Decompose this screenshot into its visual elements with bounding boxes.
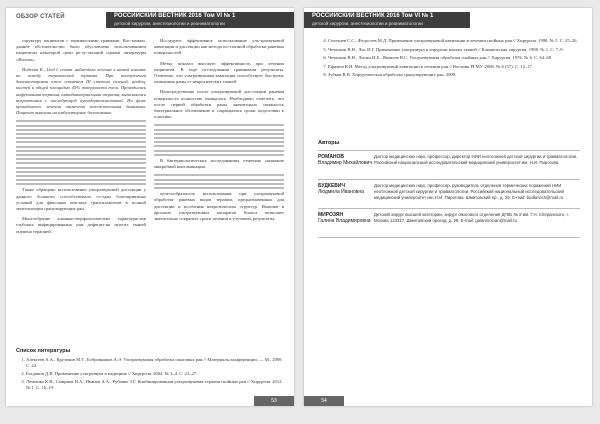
author-surname: БУДКЕВИЧ bbox=[318, 183, 345, 189]
paragraph: целесообразность использования при ультразвуковой обработке раневых видов терапии, предназначенных для диссекции и иссечения некротических структур. Наличие в арсенале ультразвуковых аппаратов Sonoca позволяет значительно сократить сроки лечения и улучшить результаты. bbox=[154, 191, 284, 221]
author-surname: РОМАНОВ bbox=[318, 154, 345, 160]
references-continued bbox=[318, 38, 580, 81]
author-given-name: Людмила Ивановна bbox=[318, 189, 364, 195]
authors-title: Авторы bbox=[318, 140, 340, 146]
references-title: Список литературы bbox=[16, 348, 71, 354]
reference-item: 3. Лемешко К.В., Смирнов Н.А., Иванов А.А., Рубенко Т.Г. Комбинированная ультразвуковая терапия гнойных ран // Хирургия. 2012. № 1. С. 16–19. bbox=[26, 379, 284, 391]
author-description: Детский хирург высшей категории, хирург ожогового отделения ДГКБ № 9 им. Г.Н. Сперанского, г. Москва 123317, Шмитовский проезд, д. 29. E-mail: galamirozian@mail.ru bbox=[374, 212, 569, 223]
article-column-1 bbox=[16, 38, 146, 239]
paragraph: Исследуют эффективное использование уль-тразвуковой кавитации и диссекции как метода по-этапной обработки раневых поверхностей. bbox=[154, 38, 284, 56]
authors-table bbox=[318, 150, 580, 238]
paragraph: Надеева К., Lied I. соавт. наблюдали лечение в нашей клинике по поводу термической травмы. При поступлении диагностирован ожог пламенем III степени голеней, ягодиц, кистей и общей площадью 45% поверхности тела. Проводилась инфузионная терапия, антибактериальная терапия, выполнялась некрэктомия с последующей аутодермопластикой. На фоне проводимого лечения отмечена положительная динамика. Пациент выписан на амбулаторное долечивание. bbox=[16, 66, 146, 116]
author-description: Доктор медицинских наук, профессор, руководитель отделения термических поражений НИИ неотложной детской хирургии и травматологии, Российский национальный исследовательский медицинский университет им. Н.И. Пирогова. Шмитовский пр., д. 29, E-mail: budkevich@mail.ru bbox=[374, 183, 564, 200]
paragraph: Многообразие клинико-морфологических характеристик глубоких инфицированных ран дефицит-на многих тканей оценена терапией. bbox=[16, 216, 146, 234]
author-given-name: Галина Владимировна bbox=[318, 218, 371, 224]
article-columns bbox=[16, 38, 284, 239]
page-header bbox=[304, 8, 592, 32]
author-name bbox=[318, 183, 374, 205]
reference-item: 8. Зубков В.В. Хирургическая обработка гранулирующих ран. 2009. bbox=[328, 72, 580, 78]
reference-item: 1. Алексеев А.А., Крутиков М.Г., Бобровников А.Э. Ультразвуковая обработка ожоговых ран // Материалы конференции. — М., 2009. С. 24. bbox=[26, 357, 284, 369]
author-row bbox=[318, 208, 580, 238]
paragraph: Непосредственно после ультразвуковой дис-секции раневая поверхность полностью очищалась. Необходимо отметить, что после первой обработки раны значительно снижалось бактериальное обсеменение и сокращались сроки подготовки к пластике. bbox=[154, 89, 284, 120]
paragraph: Также обращено использование ультразвуковой диссекции у данного больного способствовало со-здан благоприятных условий для фиксации кож-ных трансплантатов в полной эпителизации гранулирующих ран. bbox=[16, 187, 146, 212]
references-list bbox=[16, 357, 284, 391]
page-header bbox=[6, 8, 294, 32]
journal-band bbox=[304, 12, 470, 28]
article-column-2 bbox=[154, 38, 284, 239]
page-number: 54 bbox=[304, 396, 344, 406]
reference-item: 5. Чеченков В.Н., Лис И.Г. Применение ультразвука в хирургии мягких тканей // Клиническая хирургия. 1998. № 1. С. 7–9. bbox=[328, 47, 580, 53]
journal-title: РОССИЙСКИЙ ВЕСТНИК 2016 Том VI № 1 bbox=[312, 13, 434, 19]
section-rubric: ОБЗОР СТАТЕЙ bbox=[16, 14, 65, 20]
references-list bbox=[318, 38, 580, 78]
right-page bbox=[304, 8, 592, 406]
paragraph: Метод показал высокую эффективность при лечении пациентов. В ходе исследования сравнивали результаты. Отмечено, что ультразвуковая кавитация способствует быстрому очищению раны от некротических тканей. bbox=[154, 60, 284, 85]
reference-item: 6. Чеченков В.Н., Лисин И.Е., Яковлев В.С. Ультразвуковая обработка гнойных ран // Хирургия. 1976. № 6. С. 64–68. bbox=[328, 55, 580, 61]
paragraph: структуру пациентов с термическими травмами. Вос-можно, данное обстоятельство было обусловлено использованием пациентам некоторой цепи ре-зу-льтаций оценки литературы «Визола». bbox=[16, 38, 146, 62]
reference-item: 4. Селезнев С.С., Федосеев М.Д. Применение ультразвуковой кавитации в лечении гнойных ран // Хирургия. 1998. № 5. С. 25–26. bbox=[328, 38, 580, 44]
references bbox=[16, 348, 284, 393]
author-row bbox=[318, 179, 580, 208]
author-name bbox=[318, 154, 374, 176]
reference-item: 7. Ефимов В.И. Метод ультразвуковой кавитации в лечении ран // Вестник РГМУ. 2008. № 6 (57). С. 12–17. bbox=[328, 64, 580, 70]
journal-subtitle: детской хирургии, анестезиологии и реаниматологии bbox=[312, 21, 423, 26]
author-surname: МИРОЗЯН bbox=[318, 212, 344, 218]
author-given-name: Владимир Михайлович bbox=[318, 160, 372, 166]
author-description: Доктор медицинских наук, профессор, директор НИИ неотложной детской хирургии и травматологии, Российский национальный исследовательский медицинский университет им. Н.И. Пирогова. bbox=[374, 154, 578, 165]
author-row bbox=[318, 150, 580, 179]
paragraph: В бактериологических исследованиях отмечено снижение микробной контаминации. bbox=[154, 157, 284, 170]
journal-subtitle: детской хирургии, анестезиологии и реаниматологии bbox=[114, 21, 225, 26]
reference-item: 2. Богданов Д.В. Применение ультразвука в медицине // Хирургия. 2004. № 3–4. С. 23–27. bbox=[26, 371, 284, 377]
author-name bbox=[318, 212, 374, 234]
page-number: 53 bbox=[254, 396, 294, 406]
left-page bbox=[6, 8, 294, 406]
journal-title: РОССИЙСКИЙ ВЕСТНИК 2016 Том VI № 1 bbox=[114, 13, 236, 19]
journal-band bbox=[106, 12, 294, 28]
